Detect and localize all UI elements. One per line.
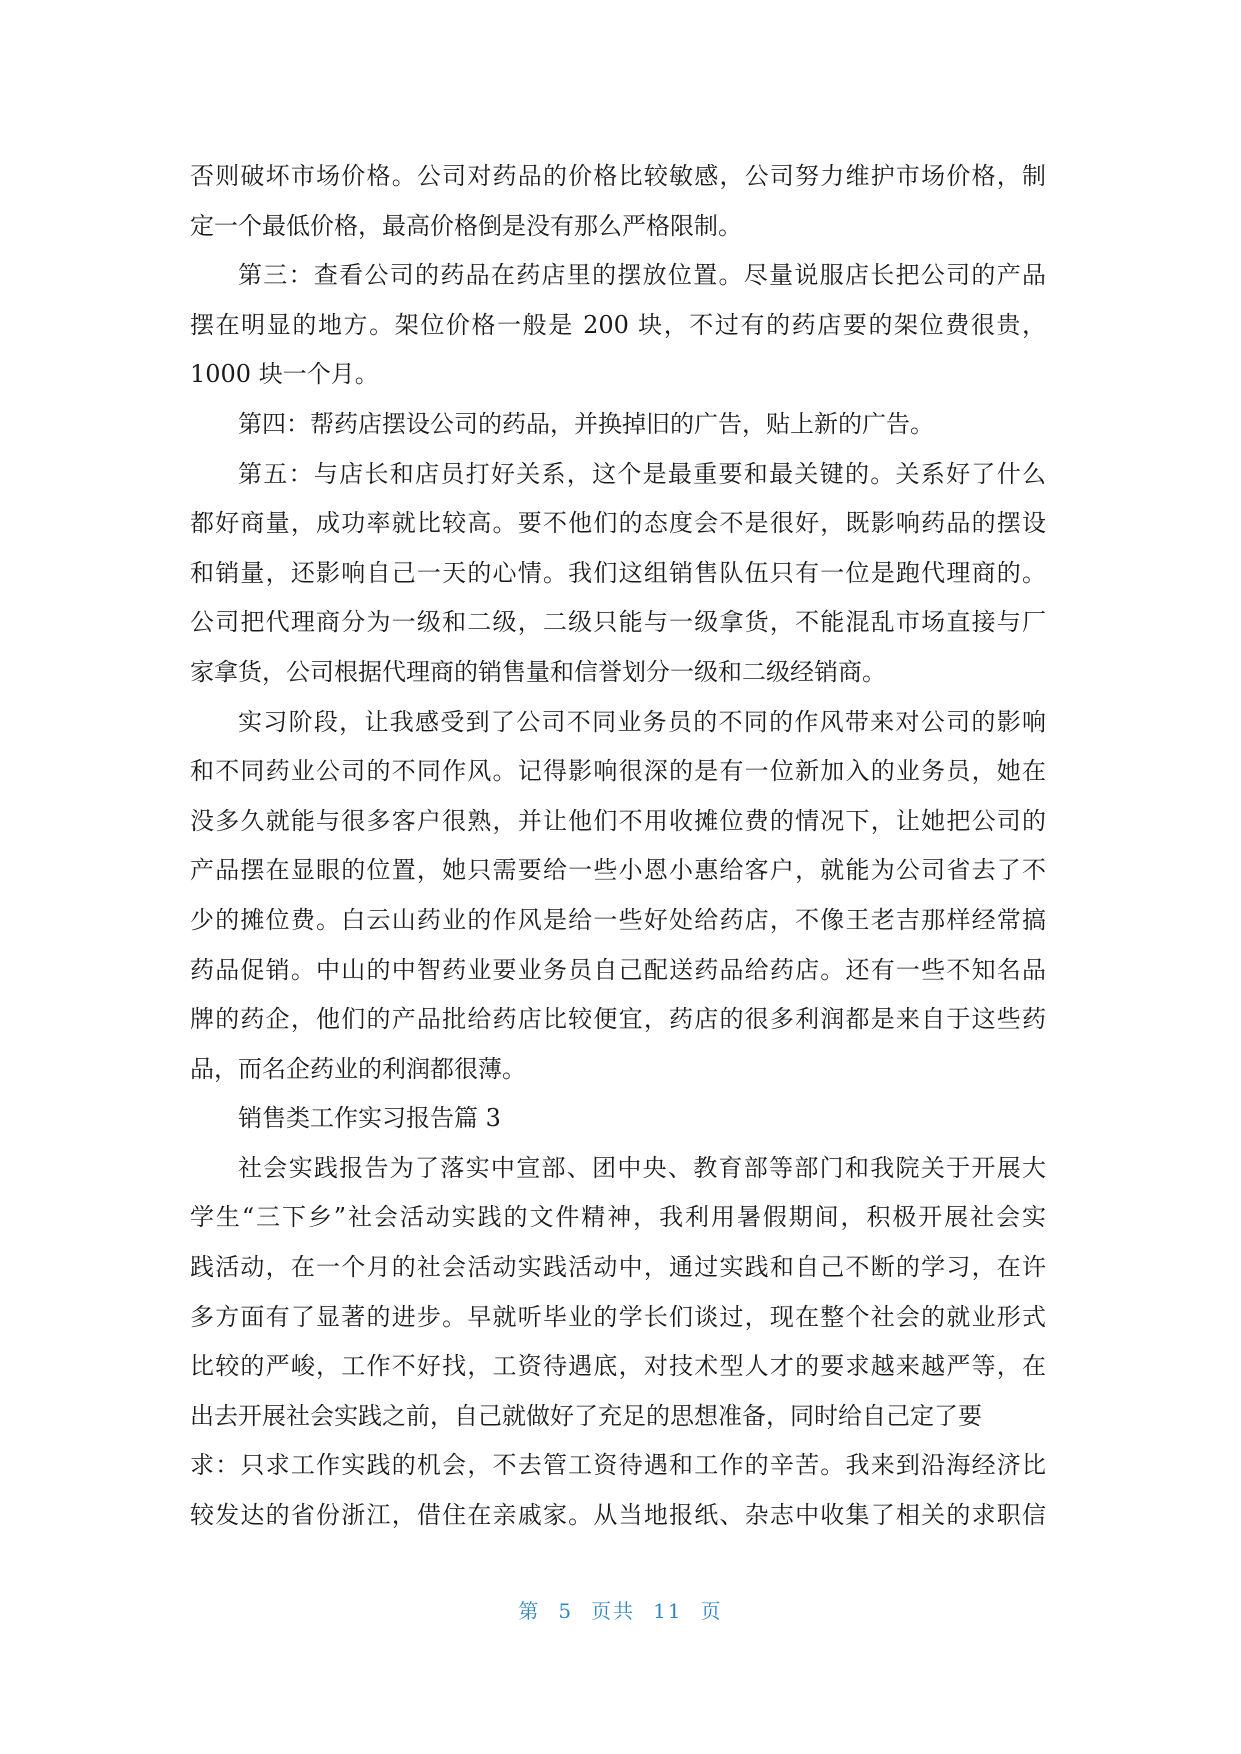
text-line: 药品促销。中山的中智药业要业务员自己配送药品给药店。还有一些不知名品 <box>190 955 1046 984</box>
text-line: 和销量，还影响自己一天的心情。我们这组销售队伍只有一位是跑代理商的。 <box>190 558 1046 587</box>
text-line: 践活动，在一个月的社会活动实践活动中，通过实践和自己不断的学习，在许 <box>190 1253 1046 1282</box>
text-line: 否则破坏市场价格。公司对药品的价格比较敏感，公司努力维护市场价格，制 <box>190 162 1046 190</box>
text-line: 出去开展社会实践之前，自己就做好了充足的思想准备，同时给自己定了要 <box>190 1401 982 1430</box>
current-page-number: 5 <box>558 1599 574 1623</box>
text-line: 定一个最低价格，最高价格倒是没有那么严格限制。 <box>190 211 742 240</box>
text-line: 比较的严峻，工作不好找，工资待遇底，对技术型人才的要求越来越严等，在 <box>190 1352 1046 1381</box>
paragraph-start-line: 第五：与店长和店员打好关系，这个是最重要和最关键的。关系好了什么 <box>238 459 1046 488</box>
text-line: 学生“三下乡”社会活动实践的文件精神，我利用暑假期间，积极开展社会实 <box>190 1203 1046 1232</box>
page-footer <box>0 1595 1241 1624</box>
text-line: 多方面有了显著的进步。早就听毕业的学长们谈过，现在整个社会的就业形式 <box>190 1302 1046 1331</box>
footer-suffix: 页 <box>700 1599 723 1623</box>
text-line: 1000 块一个月。 <box>190 360 379 389</box>
total-page-count: 11 <box>653 1599 683 1623</box>
text-line: 和不同药业公司的不同作风。记得影响很深的是有一位新加入的业务员，她在 <box>190 757 1046 786</box>
text-line: 没多久就能与很多客户很熟，并让他们不用收摊位费的情况下，让她把公司的 <box>190 806 1046 835</box>
text-line: 较发达的省份浙江，借住在亲戚家。从当地报纸、杂志中收集了相关的求职信 <box>190 1501 1046 1530</box>
text-line: 少的摊位费。白云山药业的作风是给一些好处给药店，不像王老吉那样经常搞 <box>190 905 1046 934</box>
text-line: 公司把代理商分为一级和二级，二级只能与一级拿货，不能混乱市场直接与厂 <box>190 608 1046 637</box>
text-line: 摆在明显的地方。架位价格一般是 200 块，不过有的药店要的架位费很贵， <box>190 310 1046 339</box>
text-line: 求：只求工作实践的机会，不去管工资待遇和工作的辛苦。我来到沿海经济比 <box>190 1451 1046 1480</box>
paragraph-start-line: 第四：帮药店摆设公司的药品，并换掉旧的广告，贴上新的广告。 <box>238 409 934 438</box>
paragraph-start-line: 社会实践报告为了落实中宣部、团中央、教育部等部门和我院关于开展大 <box>238 1153 1046 1182</box>
text-line: 都好商量，成功率就比较高。要不他们的态度会不是很好，既影响药品的摆设 <box>190 509 1046 538</box>
text-line: 品，而名企药业的利润都很薄。 <box>190 1054 526 1083</box>
footer-prefix: 第 <box>518 1599 541 1623</box>
text-line: 家拿货，公司根据代理商的销售量和信誉划分一级和二级经销商。 <box>190 657 886 686</box>
document-body <box>190 152 1046 1541</box>
text-line: 产品摆在显眼的位置，她只需要给一些小恩小惠给客户，就能为公司省去了不 <box>190 856 1046 885</box>
text-line: 牌的药企，他们的产品批给药店比较便宜，药店的很多利润都是来自于这些药 <box>190 1005 1046 1034</box>
footer-middle: 页共 <box>591 1599 636 1623</box>
paragraph-start-line: 实习阶段，让我感受到了公司不同业务员的不同的作风带来对公司的影响 <box>238 707 1046 736</box>
section-heading: 销售类工作实习报告篇 3 <box>238 1104 501 1133</box>
paragraph-start-line: 第三：查看公司的药品在药店里的摆放位置。尽量说服店长把公司的产品 <box>238 261 1046 290</box>
